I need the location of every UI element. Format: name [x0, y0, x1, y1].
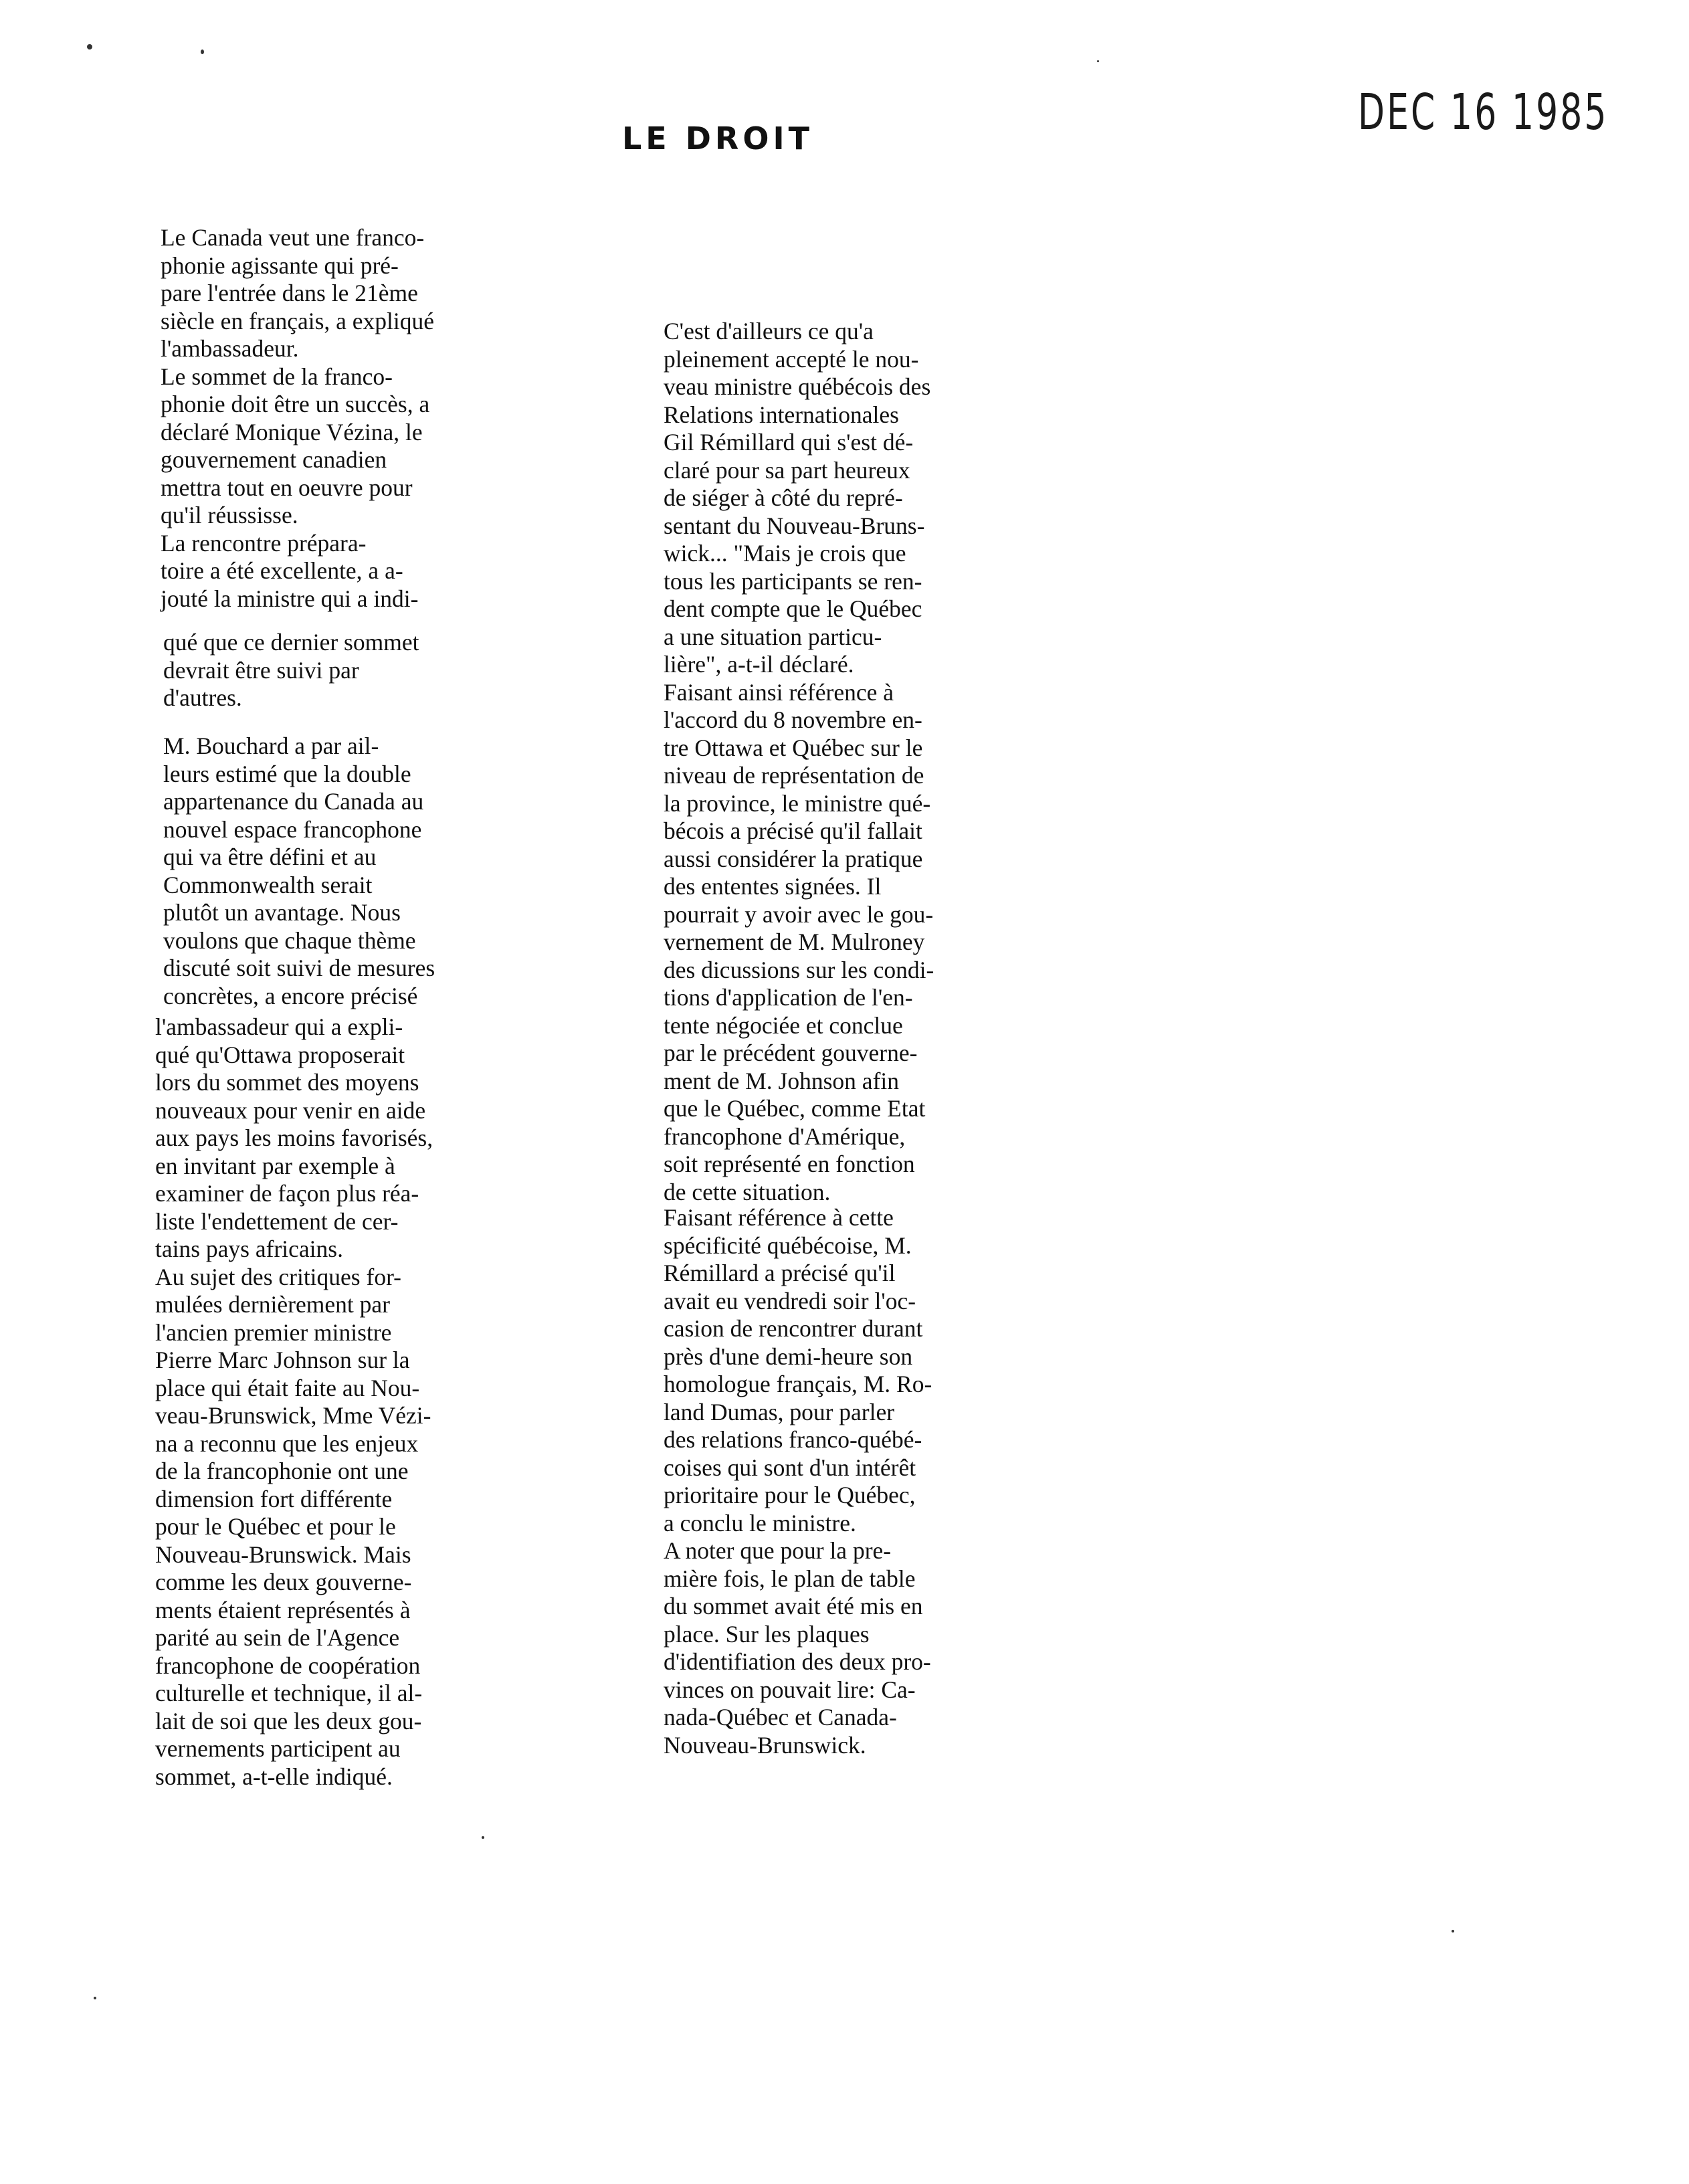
text-line: ments étaient représentés à — [155, 1596, 411, 1623]
text-line: pourrait y avoir avec le gou- — [664, 900, 934, 928]
text-line: wick... "Mais je crois que — [664, 540, 906, 567]
scan-speck — [1097, 60, 1099, 62]
text-line: déclaré Monique Vézina, le — [161, 418, 423, 445]
text-line: a une situation particu- — [664, 623, 882, 650]
text-line: d'autres. — [163, 684, 242, 711]
text-line: parité au sein de l'Agence — [155, 1624, 400, 1651]
text-line: pleinement accepté le nou- — [664, 345, 919, 373]
text-line: du sommet avait été mis en — [664, 1593, 923, 1619]
text-line: mière fois, le plan de table — [664, 1565, 916, 1592]
text-line: Faisant référence à cette — [664, 1204, 894, 1231]
text-line: lière", a-t-il déclaré. — [664, 651, 854, 678]
text-line: prioritaire pour le Québec, — [664, 1482, 916, 1508]
text-line: Relations internationales — [664, 401, 899, 428]
article-column-right-block-1 — [664, 318, 998, 1206]
text-line: l'ancien premier ministre — [155, 1318, 392, 1346]
newspaper-masthead: LE DROIT — [622, 120, 813, 157]
text-line: vernement de M. Mulroney — [664, 928, 925, 955]
text-line: Le Canada veut une franco- — [161, 224, 425, 251]
text-line: ment de M. Johnson afin — [664, 1067, 900, 1094]
article-column-left-block-1 — [161, 224, 495, 613]
text-line: l'ambassadeur. — [161, 335, 299, 362]
text-line: niveau de représentation de — [664, 762, 924, 789]
text-line: siècle en français, a expliqué — [161, 307, 435, 334]
text-line: vernements participent au — [155, 1735, 401, 1762]
text-line: leurs estimé que la double — [163, 760, 411, 787]
text-line: homologue français, M. Ro- — [664, 1371, 932, 1397]
text-line: casion de rencontrer durant — [664, 1315, 923, 1342]
scan-speck — [1452, 1930, 1454, 1932]
text-line: Commonwealth serait — [163, 871, 373, 898]
text-line: Pierre Marc Johnson sur la — [155, 1347, 410, 1373]
text-line: tente négociée et conclue — [664, 1011, 903, 1039]
text-line: des ententes signées. Il — [664, 873, 882, 900]
text-line: dimension fort différente — [155, 1485, 393, 1512]
text-line: Faisant ainsi référence à — [664, 678, 894, 706]
text-line: pour le Québec et pour le — [155, 1513, 396, 1540]
article-column-left-block-4 — [155, 1013, 490, 1791]
text-line: tains pays africains. — [155, 1235, 343, 1262]
text-line: que le Québec, comme Etat — [664, 1095, 926, 1122]
text-line: sentant du Nouveau-Bruns- — [664, 512, 925, 539]
text-line: qué que ce dernier sommet — [163, 629, 419, 656]
text-line: près d'une demi-heure son — [664, 1343, 913, 1370]
text-line: A noter que pour la pre- — [664, 1537, 892, 1564]
text-line: devrait être suivi par — [163, 656, 359, 684]
text-line: Au sujet des critiques for- — [155, 1263, 402, 1290]
scan-speck — [201, 49, 204, 54]
text-line: M. Bouchard a par ail- — [163, 732, 379, 759]
text-line: aux pays les moins favorisés, — [155, 1124, 433, 1151]
text-line: qu'il réussisse. — [161, 502, 298, 528]
text-line: de siéger à côté du repré- — [664, 484, 903, 511]
text-line: discuté soit suivi de mesures — [163, 955, 435, 981]
article-column-left-block-2 — [163, 629, 498, 712]
scan-speck — [87, 44, 92, 49]
text-line: Gil Rémillard qui s'est dé- — [664, 429, 914, 456]
text-line: l'accord du 8 novembre en- — [664, 706, 922, 733]
text-line: dent compte que le Québec — [664, 595, 922, 622]
text-line: place. Sur les plaques — [664, 1620, 870, 1648]
article-column-left-block-3 — [163, 732, 498, 1010]
date-stamp: DEC 16 1985 — [1358, 84, 1609, 141]
text-line: mettra tout en oeuvre pour — [161, 474, 413, 501]
text-line: l'ambassadeur qui a expli- — [155, 1013, 403, 1040]
text-line: de la francophonie ont une — [155, 1458, 409, 1484]
text-line: nada-Québec et Canada- — [664, 1704, 897, 1730]
text-line: claré pour sa part heureux — [664, 456, 910, 484]
text-line: veau ministre québécois des — [664, 373, 931, 400]
text-line: voulons que chaque thème — [163, 926, 416, 954]
text-line: vinces on pouvait lire: Ca- — [664, 1676, 916, 1703]
text-line: des dicussions sur les condi- — [664, 956, 934, 983]
text-line: lors du sommet des moyens — [155, 1069, 419, 1096]
text-line: phonie agissante qui pré- — [161, 252, 399, 279]
article-column-right-block-2 — [664, 1204, 998, 1759]
text-line: Le sommet de la franco- — [161, 363, 393, 390]
text-line: plutôt un avantage. Nous — [163, 899, 401, 926]
text-line: aussi considérer la pratique — [664, 845, 923, 872]
text-line: culturelle et technique, il al- — [155, 1680, 423, 1706]
text-line: gouvernement canadien — [161, 446, 387, 473]
text-line: tous les participants se ren- — [664, 567, 922, 595]
text-line: Nouveau-Brunswick. — [664, 1731, 866, 1759]
text-line: appartenance du Canada au — [163, 788, 424, 815]
text-line: comme les deux gouverne- — [155, 1569, 412, 1595]
text-line: qui va être défini et au — [163, 843, 377, 870]
text-line: qué qu'Ottawa proposerait — [155, 1041, 405, 1068]
text-line: soit représenté en fonction — [664, 1151, 915, 1177]
text-line: land Dumas, pour parler — [664, 1398, 895, 1425]
text-line: sommet, a-t-elle indiqué. — [155, 1763, 393, 1790]
text-line: en invitant par exemple à — [155, 1152, 395, 1179]
text-line: lait de soi que les deux gou- — [155, 1707, 422, 1734]
text-line: d'identifiation des deux pro- — [664, 1648, 931, 1675]
text-line: francophone de coopération — [155, 1652, 421, 1679]
text-line: francophone d'Amérique, — [664, 1122, 906, 1150]
scan-speck — [94, 1997, 96, 1999]
text-line: liste l'endettement de cer- — [155, 1207, 399, 1235]
scan-speck — [482, 1836, 484, 1839]
text-line: concrètes, a encore précisé — [163, 982, 418, 1009]
text-line: jouté la ministre qui a indi- — [161, 585, 419, 612]
text-line: Nouveau-Brunswick. Mais — [155, 1541, 411, 1568]
text-line: a conclu le ministre. — [664, 1509, 856, 1536]
text-line: veau-Brunswick, Mme Vézi- — [155, 1402, 431, 1429]
text-line: pare l'entrée dans le 21ème — [161, 280, 418, 306]
text-line: coises qui sont d'un intérêt — [664, 1454, 916, 1481]
text-line: Rémillard a précisé qu'il — [664, 1260, 896, 1286]
text-line: la province, le ministre qué- — [664, 789, 931, 817]
text-line: des relations franco-québé- — [664, 1426, 922, 1453]
text-line: tre Ottawa et Québec sur le — [664, 734, 923, 761]
text-line: La rencontre prépara- — [161, 529, 367, 557]
text-line: na a reconnu que les enjeux — [155, 1429, 419, 1457]
text-line: phonie doit être un succès, a — [161, 391, 430, 417]
text-line: nouveaux pour venir en aide — [155, 1096, 426, 1124]
text-line: nouvel espace francophone — [163, 815, 422, 843]
text-line: mulées dernièrement par — [155, 1291, 390, 1318]
text-line: bécois a précisé qu'il fallait — [664, 817, 922, 844]
text-line: place qui était faite au Nou- — [155, 1374, 420, 1401]
text-line: tions d'application de l'en- — [664, 984, 913, 1011]
text-line: toire a été excellente, a a- — [161, 557, 403, 584]
text-line: spécificité québécoise, M. — [664, 1231, 912, 1259]
text-line: C'est d'ailleurs ce qu'a — [664, 318, 874, 344]
text-line: examiner de façon plus réa- — [155, 1180, 419, 1207]
text-line: par le précédent gouverne- — [664, 1039, 918, 1066]
text-line: de cette situation. — [664, 1178, 831, 1205]
text-line: avait eu vendredi soir l'oc- — [664, 1287, 916, 1314]
